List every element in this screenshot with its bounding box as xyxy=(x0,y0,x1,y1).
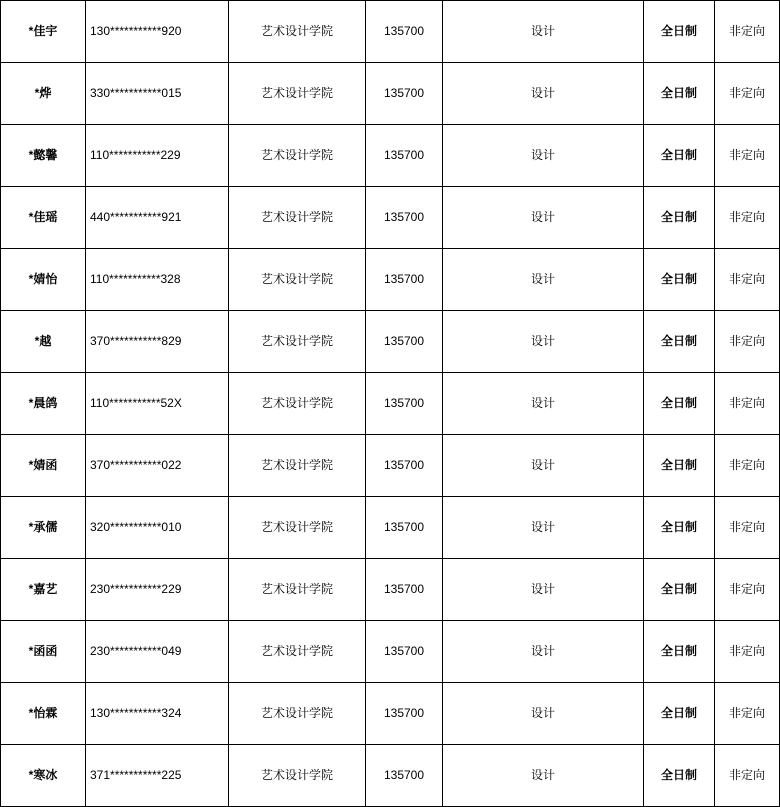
cell-college: 艺术设计学院 xyxy=(229,125,366,187)
cell-name: *懿馨 xyxy=(1,125,86,187)
cell-major-code: 135700 xyxy=(366,125,443,187)
cell-enrollment-type: 非定向 xyxy=(715,435,780,497)
cell-major-code: 135700 xyxy=(366,559,443,621)
cell-major-name: 设计 xyxy=(443,621,644,683)
cell-name: *怡霖 xyxy=(1,683,86,745)
table-row xyxy=(1,1,780,63)
cell-name: *婧怡 xyxy=(1,249,86,311)
cell-major-code: 135700 xyxy=(366,745,443,807)
cell-name: *寒冰 xyxy=(1,745,86,807)
cell-college: 艺术设计学院 xyxy=(229,497,366,559)
cell-enrollment-type: 非定向 xyxy=(715,311,780,373)
cell-enrollment-type: 非定向 xyxy=(715,683,780,745)
cell-name: *晨鸽 xyxy=(1,373,86,435)
table-row xyxy=(1,311,780,373)
cell-major-name: 设计 xyxy=(443,373,644,435)
cell-major-code: 135700 xyxy=(366,435,443,497)
table-row xyxy=(1,187,780,249)
cell-study-mode: 全日制 xyxy=(644,559,715,621)
cell-college: 艺术设计学院 xyxy=(229,249,366,311)
cell-major-code: 135700 xyxy=(366,63,443,125)
cell-id-number: 370***********022 xyxy=(86,435,229,497)
cell-study-mode: 全日制 xyxy=(644,311,715,373)
table-row xyxy=(1,683,780,745)
table-row xyxy=(1,745,780,807)
cell-study-mode: 全日制 xyxy=(644,683,715,745)
cell-study-mode: 全日制 xyxy=(644,1,715,63)
cell-major-name: 设计 xyxy=(443,63,644,125)
cell-study-mode: 全日制 xyxy=(644,435,715,497)
cell-id-number: 110***********52X xyxy=(86,373,229,435)
cell-enrollment-type: 非定向 xyxy=(715,187,780,249)
cell-study-mode: 全日制 xyxy=(644,745,715,807)
cell-name: *佳宇 xyxy=(1,1,86,63)
cell-major-code: 135700 xyxy=(366,187,443,249)
table-row xyxy=(1,249,780,311)
cell-major-name: 设计 xyxy=(443,683,644,745)
cell-college: 艺术设计学院 xyxy=(229,63,366,125)
cell-college: 艺术设计学院 xyxy=(229,683,366,745)
cell-college: 艺术设计学院 xyxy=(229,311,366,373)
cell-enrollment-type: 非定向 xyxy=(715,1,780,63)
table-row xyxy=(1,621,780,683)
cell-id-number: 370***********829 xyxy=(86,311,229,373)
cell-college: 艺术设计学院 xyxy=(229,621,366,683)
table-body xyxy=(1,1,780,807)
cell-major-name: 设计 xyxy=(443,187,644,249)
cell-college: 艺术设计学院 xyxy=(229,435,366,497)
table-row xyxy=(1,497,780,559)
cell-name: *函函 xyxy=(1,621,86,683)
cell-id-number: 130***********324 xyxy=(86,683,229,745)
cell-id-number: 440***********921 xyxy=(86,187,229,249)
cell-enrollment-type: 非定向 xyxy=(715,125,780,187)
table-row xyxy=(1,435,780,497)
cell-major-code: 135700 xyxy=(366,683,443,745)
cell-study-mode: 全日制 xyxy=(644,497,715,559)
cell-id-number: 371***********225 xyxy=(86,745,229,807)
cell-id-number: 230***********049 xyxy=(86,621,229,683)
cell-name: *婧函 xyxy=(1,435,86,497)
cell-study-mode: 全日制 xyxy=(644,125,715,187)
cell-id-number: 110***********328 xyxy=(86,249,229,311)
cell-study-mode: 全日制 xyxy=(644,373,715,435)
cell-study-mode: 全日制 xyxy=(644,621,715,683)
cell-enrollment-type: 非定向 xyxy=(715,373,780,435)
cell-major-code: 135700 xyxy=(366,373,443,435)
cell-id-number: 330***********015 xyxy=(86,63,229,125)
cell-study-mode: 全日制 xyxy=(644,249,715,311)
cell-major-name: 设计 xyxy=(443,1,644,63)
cell-major-code: 135700 xyxy=(366,311,443,373)
cell-major-name: 设计 xyxy=(443,497,644,559)
cell-name: *佳瑶 xyxy=(1,187,86,249)
cell-major-code: 135700 xyxy=(366,497,443,559)
cell-name: *越 xyxy=(1,311,86,373)
cell-major-code: 135700 xyxy=(366,249,443,311)
table-row xyxy=(1,373,780,435)
cell-college: 艺术设计学院 xyxy=(229,187,366,249)
cell-college: 艺术设计学院 xyxy=(229,559,366,621)
cell-enrollment-type: 非定向 xyxy=(715,559,780,621)
cell-college: 艺术设计学院 xyxy=(229,1,366,63)
cell-major-name: 设计 xyxy=(443,311,644,373)
cell-college: 艺术设计学院 xyxy=(229,745,366,807)
cell-major-name: 设计 xyxy=(443,125,644,187)
table-row xyxy=(1,125,780,187)
cell-major-code: 135700 xyxy=(366,1,443,63)
cell-name: *烨 xyxy=(1,63,86,125)
cell-study-mode: 全日制 xyxy=(644,63,715,125)
cell-id-number: 110***********229 xyxy=(86,125,229,187)
cell-name: *嘉艺 xyxy=(1,559,86,621)
cell-enrollment-type: 非定向 xyxy=(715,745,780,807)
cell-college: 艺术设计学院 xyxy=(229,373,366,435)
cell-id-number: 320***********010 xyxy=(86,497,229,559)
table-row xyxy=(1,63,780,125)
cell-major-name: 设计 xyxy=(443,559,644,621)
cell-major-code: 135700 xyxy=(366,621,443,683)
cell-enrollment-type: 非定向 xyxy=(715,497,780,559)
cell-major-name: 设计 xyxy=(443,249,644,311)
cell-name: *承儒 xyxy=(1,497,86,559)
cell-study-mode: 全日制 xyxy=(644,187,715,249)
cell-id-number: 230***********229 xyxy=(86,559,229,621)
cell-enrollment-type: 非定向 xyxy=(715,249,780,311)
cell-id-number: 130***********920 xyxy=(86,1,229,63)
table-row xyxy=(1,559,780,621)
cell-enrollment-type: 非定向 xyxy=(715,63,780,125)
cell-major-name: 设计 xyxy=(443,435,644,497)
cell-major-name: 设计 xyxy=(443,745,644,807)
cell-enrollment-type: 非定向 xyxy=(715,621,780,683)
